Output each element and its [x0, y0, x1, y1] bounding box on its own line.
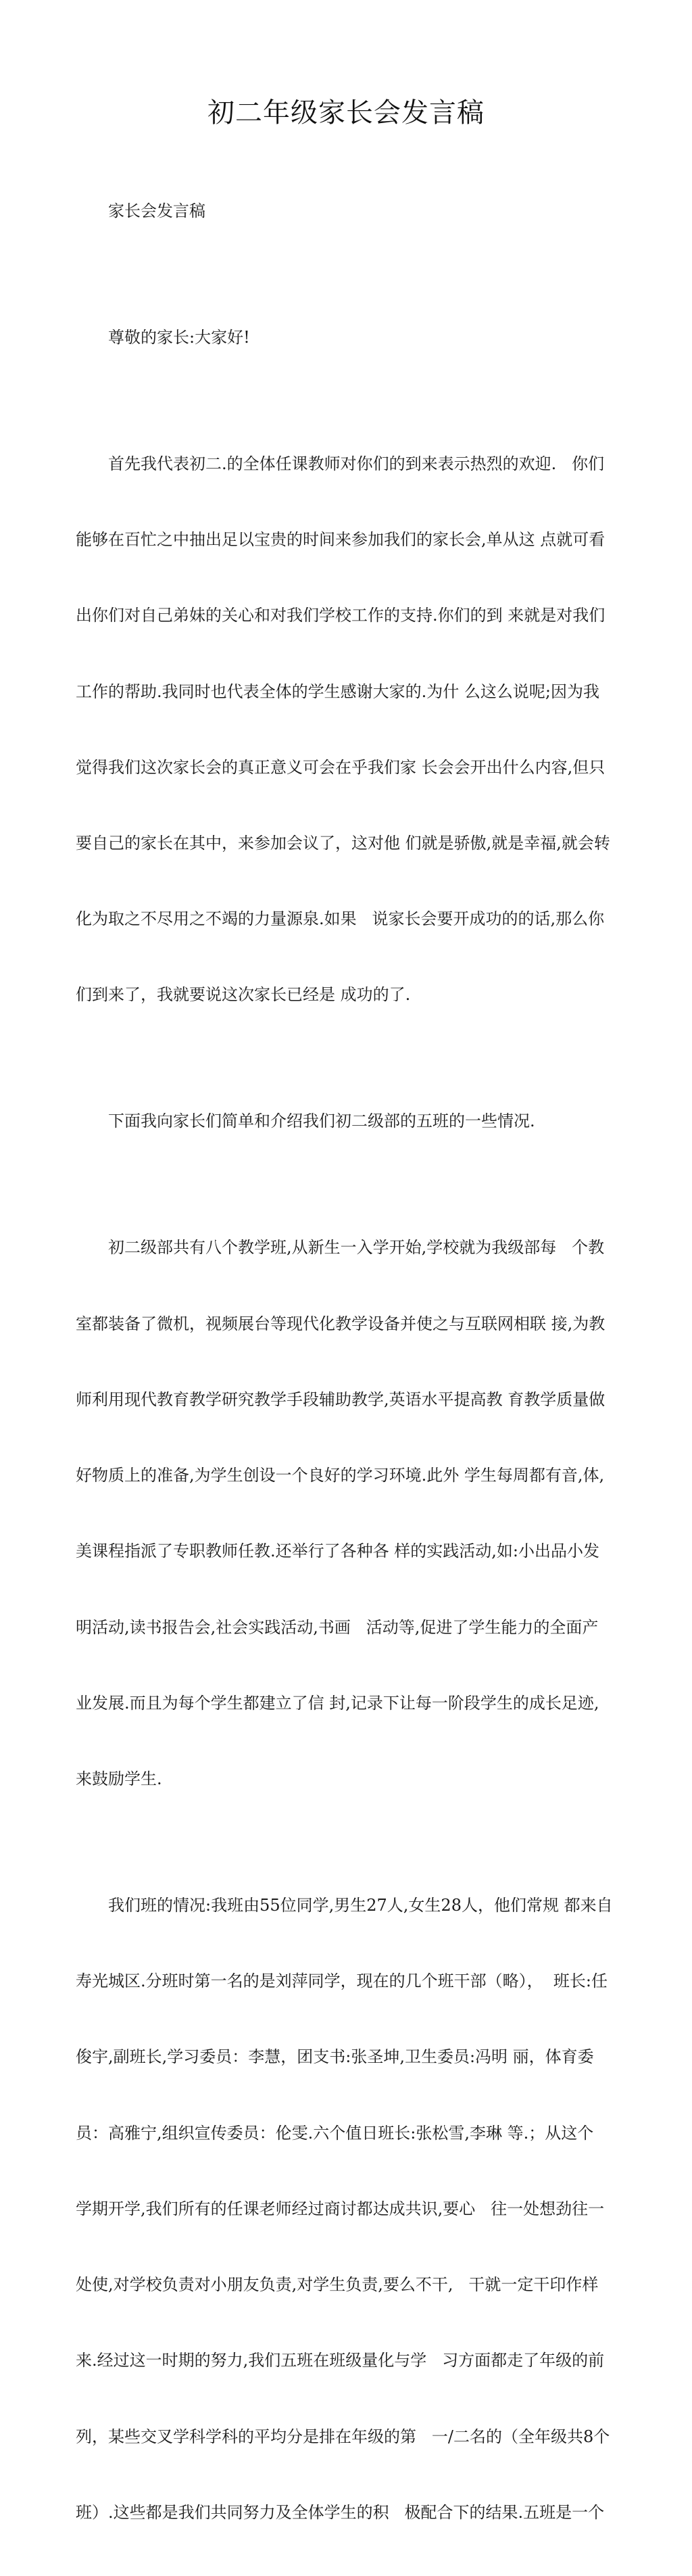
paragraph-line: 学期开学,我们所有的任课老师经过商讨都达成共识,要心 往一处想劲往一 — [76, 2199, 605, 2218]
paragraph-line: 工作的帮助.我同时也代表全体的学生感谢大家的.为什 么这么说呢;因为我 — [76, 682, 599, 701]
paragraph-line: 下面我向家长们简单和介绍我们初二级部的五班的一些情况. — [108, 1112, 535, 1131]
paragraph-line: 来鼓励学生. — [76, 1769, 162, 1788]
paragraph-line: 尊敬的家长:大家好! — [108, 327, 250, 347]
paragraph-line: 处使,对学校负责对小朋友负责,对学生负责,要么不干, 干就一定干印作样 — [76, 2275, 599, 2295]
paragraph-line: 家长会发言稿 — [108, 201, 205, 220]
paragraph-line: 要自己的家长在其中，来参加会议了，这对他 们就是骄傲,就是幸福,就会转 — [76, 833, 610, 853]
paragraph-line: 寿光城区.分班时第一名的是刘萍同学，现在的几个班干部（略）， 班长:任 — [76, 1972, 608, 1991]
document-title: 初二年级家长会发言稿 — [207, 97, 485, 128]
paragraph-class-situation — [76, 1842, 619, 2576]
paragraph-line: 俊宇,副班长,学习委员：李慧，团支书:张圣坤,卫生委员:冯明 丽，体育委 — [76, 2047, 594, 2067]
paragraph-line: 好物质上的准备,为学生创设一个良好的学习环境.此外 学生每周都有音,体, — [76, 1466, 605, 1485]
paragraph-line: 化为取之不尽用之不竭的力量源泉.如果 说家长会要开成功的的话,那么你 — [76, 909, 605, 929]
paragraph-line: 觉得我们这次家长会的真正意义可会在乎我们家 长会会开出什么内容,但只 — [76, 757, 606, 777]
paragraph-line: 们到来了，我就要说这次家长已经是 成功的了. — [76, 985, 411, 1005]
paragraph-heading — [76, 148, 619, 275]
paragraph-line: 班）.这些都是我们共同努力及全体学生的积 极配合下的结果.五班是一个 — [76, 2502, 605, 2522]
paragraph-line: 师利用现代教育教学研究教学手段辅助教学,英语水平提高教 育教学质量做 — [76, 1389, 606, 1409]
paragraph-line: 室都装备了微机，视频展台等现代化教学设备并使之与互联网相联 接,为教 — [76, 1314, 606, 1333]
paragraph-line: 来.经过这一时期的努力,我们五班在班级量化与学 习方面都走了年级的前 — [76, 2351, 605, 2370]
paragraph-line: 首先我代表初二.的全体任课教师对你们的到来表示热烈的欢迎. 你们 — [108, 454, 605, 473]
document-body — [76, 148, 619, 2576]
paragraph-line: 员：高雅宁,组织宣传委员：伦雯.六个值日班长:张松雪,李琳 等.；从这个 — [76, 2123, 594, 2143]
paragraph-line: 业发展.而且为每个学生都建立了信 封,记录下让每一阶段学生的成长足迹, — [76, 1693, 599, 1713]
paragraph-line: 初二级部共有八个教学班,从新生一入学开始,学校就为我级部每 个教 — [108, 1238, 605, 1258]
paragraph-line: 能够在百忙之中抽出足以宝贵的时间来参加我们的家长会,单从这 点就可看 — [76, 530, 606, 550]
paragraph-salutation — [76, 275, 619, 401]
paragraph-line: 我们班的情况:我班由55位同学,男生27人,女生28人，他们常规 都来自 — [108, 1896, 613, 1915]
paragraph-line: 美课程指派了专职教师任教.还举行了各种各 样的实践活动,如:小出品小发 — [76, 1542, 599, 1561]
paragraph-line: 出你们对自己弟妹的关心和对我们学校工作的支持.你们的到 来就是对我们 — [76, 606, 606, 625]
paragraph-line: 明活动,读书报告会,社会实践活动,书画 活动等,促进了学生能力的全面产 — [76, 1617, 599, 1637]
paragraph-line: 列，某些交叉学科学科的平均分是排在年级的第 一/二名的（全年级共8个 — [76, 2427, 610, 2446]
paragraph-intro — [76, 1059, 619, 1185]
paragraph-grade-overview — [76, 1185, 619, 1843]
paragraph-welcome — [76, 401, 619, 1059]
